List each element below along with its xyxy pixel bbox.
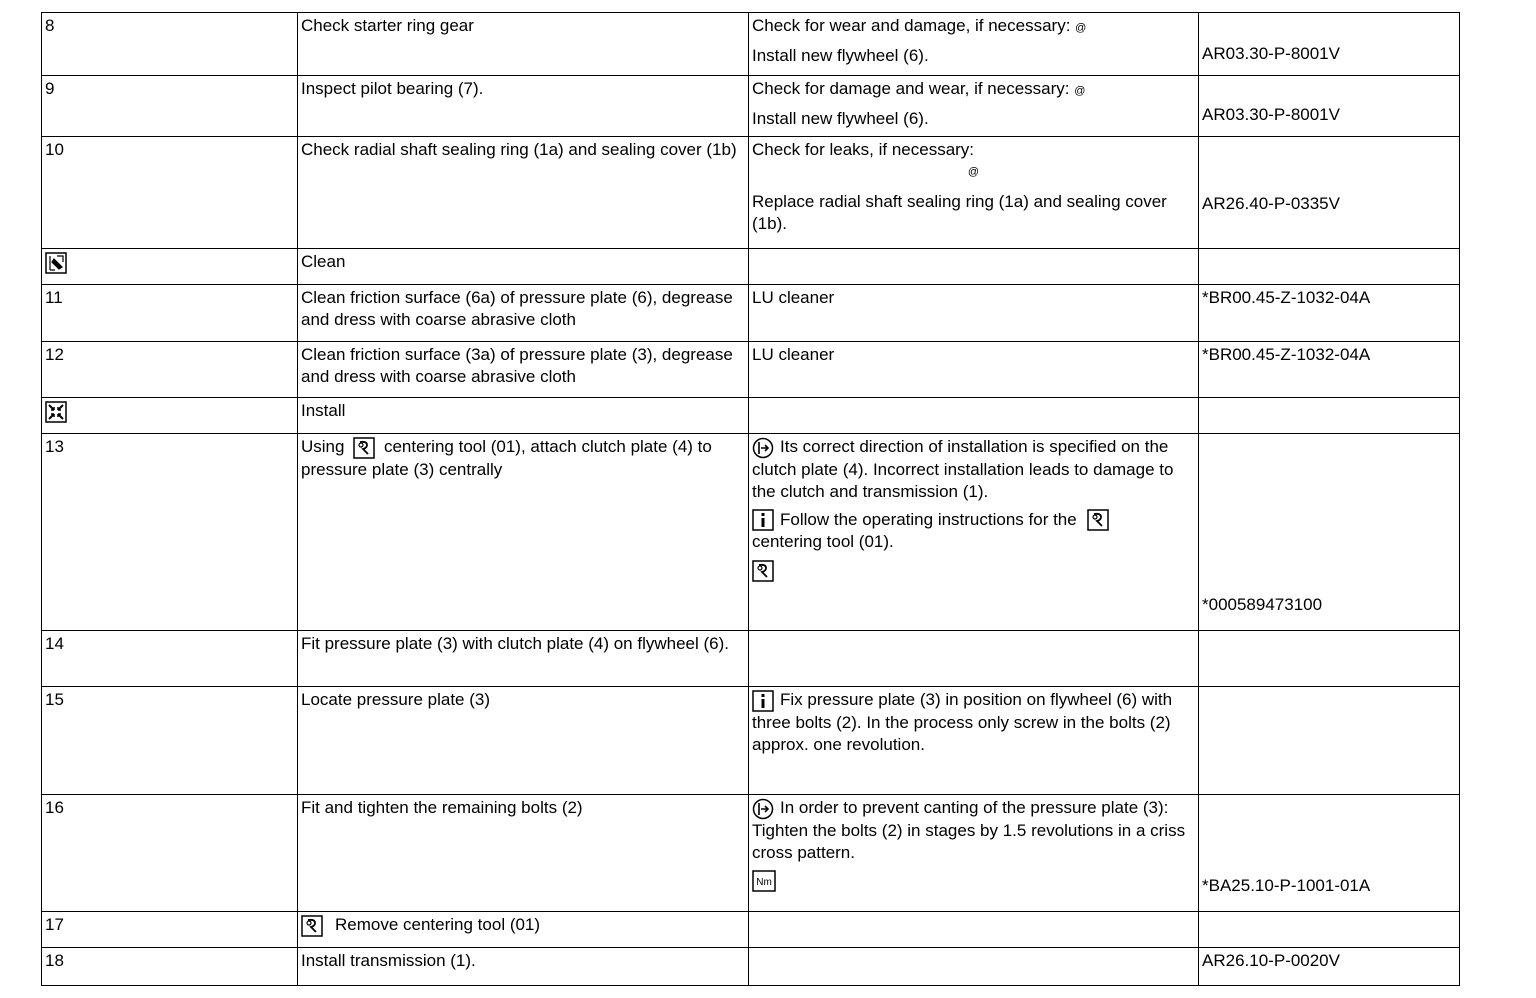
step-number: 14 <box>42 631 298 687</box>
step-number: 17 <box>42 912 298 948</box>
table-row <box>42 434 1460 631</box>
note-text: Install new flywheel (6). <box>752 46 929 65</box>
table-row <box>42 631 1460 687</box>
section-title: Install <box>298 398 749 434</box>
step-number: 10 <box>42 137 298 249</box>
procedure-table <box>41 12 1460 986</box>
step-note <box>749 137 1199 249</box>
reference-cell <box>1199 137 1460 249</box>
step-note: LU cleaner <box>749 342 1199 398</box>
reference-link[interactable]: *BR00.45-Z-1032-04A <box>1199 285 1460 342</box>
step-description: Check starter ring gear <box>298 13 749 76</box>
step-description: Using centering tool (01), attach clutch plate (4) to pressure plate (3) centrally <box>298 434 749 631</box>
step-description: Fit pressure plate (3) with clutch plate (4) on flywheel (6). <box>298 631 749 687</box>
step-description: Check radial shaft sealing ring (1a) and sealing cover (1b) <box>298 137 749 249</box>
at-icon: @ <box>1075 22 1087 34</box>
table-row <box>42 285 1460 342</box>
step-description: Locate pressure plate (3) <box>298 687 749 795</box>
step-description: Fit and tighten the remaining bolts (2) <box>298 795 749 912</box>
note-text: Check for damage and wear, if necessary: <box>752 79 1070 98</box>
svg-text:Nm: Nm <box>756 877 772 889</box>
step-number: 13 <box>42 434 298 631</box>
table-row <box>42 912 1460 948</box>
special-tool-icon <box>301 915 323 937</box>
table-row <box>42 948 1460 986</box>
reference-link[interactable]: *000589473100 <box>1202 595 1323 614</box>
special-tool-icon <box>353 437 375 459</box>
reference-link[interactable]: AR26.10-P-0020V <box>1199 948 1460 986</box>
table-row <box>42 13 1460 76</box>
caution-icon <box>752 798 774 820</box>
step-note: LU cleaner <box>749 285 1199 342</box>
step-description: Install transmission (1). <box>298 948 749 986</box>
reference-cell <box>1199 76 1460 137</box>
table-row <box>42 342 1460 398</box>
step-note <box>749 76 1199 137</box>
step-note <box>749 13 1199 76</box>
reference-cell <box>1199 434 1460 631</box>
table-row <box>42 76 1460 137</box>
reference-link[interactable]: AR03.30-P-8001V <box>1202 105 1340 124</box>
at-icon: @ <box>1074 85 1086 97</box>
note-text: Check for leaks, if necessary: <box>752 140 975 159</box>
step-number: 8 <box>42 13 298 76</box>
reference-link[interactable]: AR03.30-P-8001V <box>1202 44 1340 63</box>
step-description: Remove centering tool (01) <box>298 912 749 948</box>
reference-link[interactable]: *BA25.10-P-1001-01A <box>1202 876 1371 895</box>
step-description: Clean friction surface (6a) of pressure plate (6), degrease and dress with coarse abrasive cloth <box>298 285 749 342</box>
clean-icon <box>45 252 67 274</box>
reference-link[interactable]: AR26.40-P-0335V <box>1202 194 1340 213</box>
section-row-clean <box>42 249 1460 285</box>
reference-cell <box>1199 13 1460 76</box>
table-row <box>42 137 1460 249</box>
note-text: Replace radial shaft sealing ring (1a) and sealing cover (1b). <box>752 192 1167 233</box>
step-description: Inspect pilot bearing (7). <box>298 76 749 137</box>
info-icon <box>752 690 774 712</box>
step-number: 15 <box>42 687 298 795</box>
section-title: Clean <box>298 249 749 285</box>
step-number: 18 <box>42 948 298 986</box>
special-tool-icon <box>752 560 774 582</box>
reference-link[interactable]: *BR00.45-Z-1032-04A <box>1199 342 1460 398</box>
step-number: 16 <box>42 795 298 912</box>
step-number: 12 <box>42 342 298 398</box>
note-text: Install new flywheel (6). <box>752 109 929 128</box>
step-note: In order to prevent canting of the pressure plate (3): Tighten the bolts (2) in stages by 1.5 revolutions in a criss cross pattern. Nm <box>749 795 1199 912</box>
table-row <box>42 687 1460 795</box>
note-text: Check for wear and damage, if necessary: <box>752 16 1071 35</box>
reference-cell <box>1199 795 1460 912</box>
info-icon <box>752 509 774 531</box>
install-icon <box>45 401 67 423</box>
section-row-install <box>42 398 1460 434</box>
table-row <box>42 795 1460 912</box>
step-note: Fix pressure plate (3) in position on flywheel (6) with three bolts (2). In the process only screw in the bolts (2) approx. one revolution. <box>749 687 1199 795</box>
step-number: 9 <box>42 76 298 137</box>
special-tool-icon <box>1087 509 1109 531</box>
at-icon: @ <box>967 166 980 178</box>
step-number: 11 <box>42 285 298 342</box>
torque-icon <box>752 870 776 892</box>
step-description: Clean friction surface (3a) of pressure plate (3), degrease and dress with coarse abrasive cloth <box>298 342 749 398</box>
caution-icon <box>752 437 774 459</box>
step-note: Its correct direction of installation is specified on the clutch plate (4). Incorrect installation leads to damage to the clutch and transmission (1). Follow the operating instructions for the centering tool (01). <box>749 434 1199 631</box>
